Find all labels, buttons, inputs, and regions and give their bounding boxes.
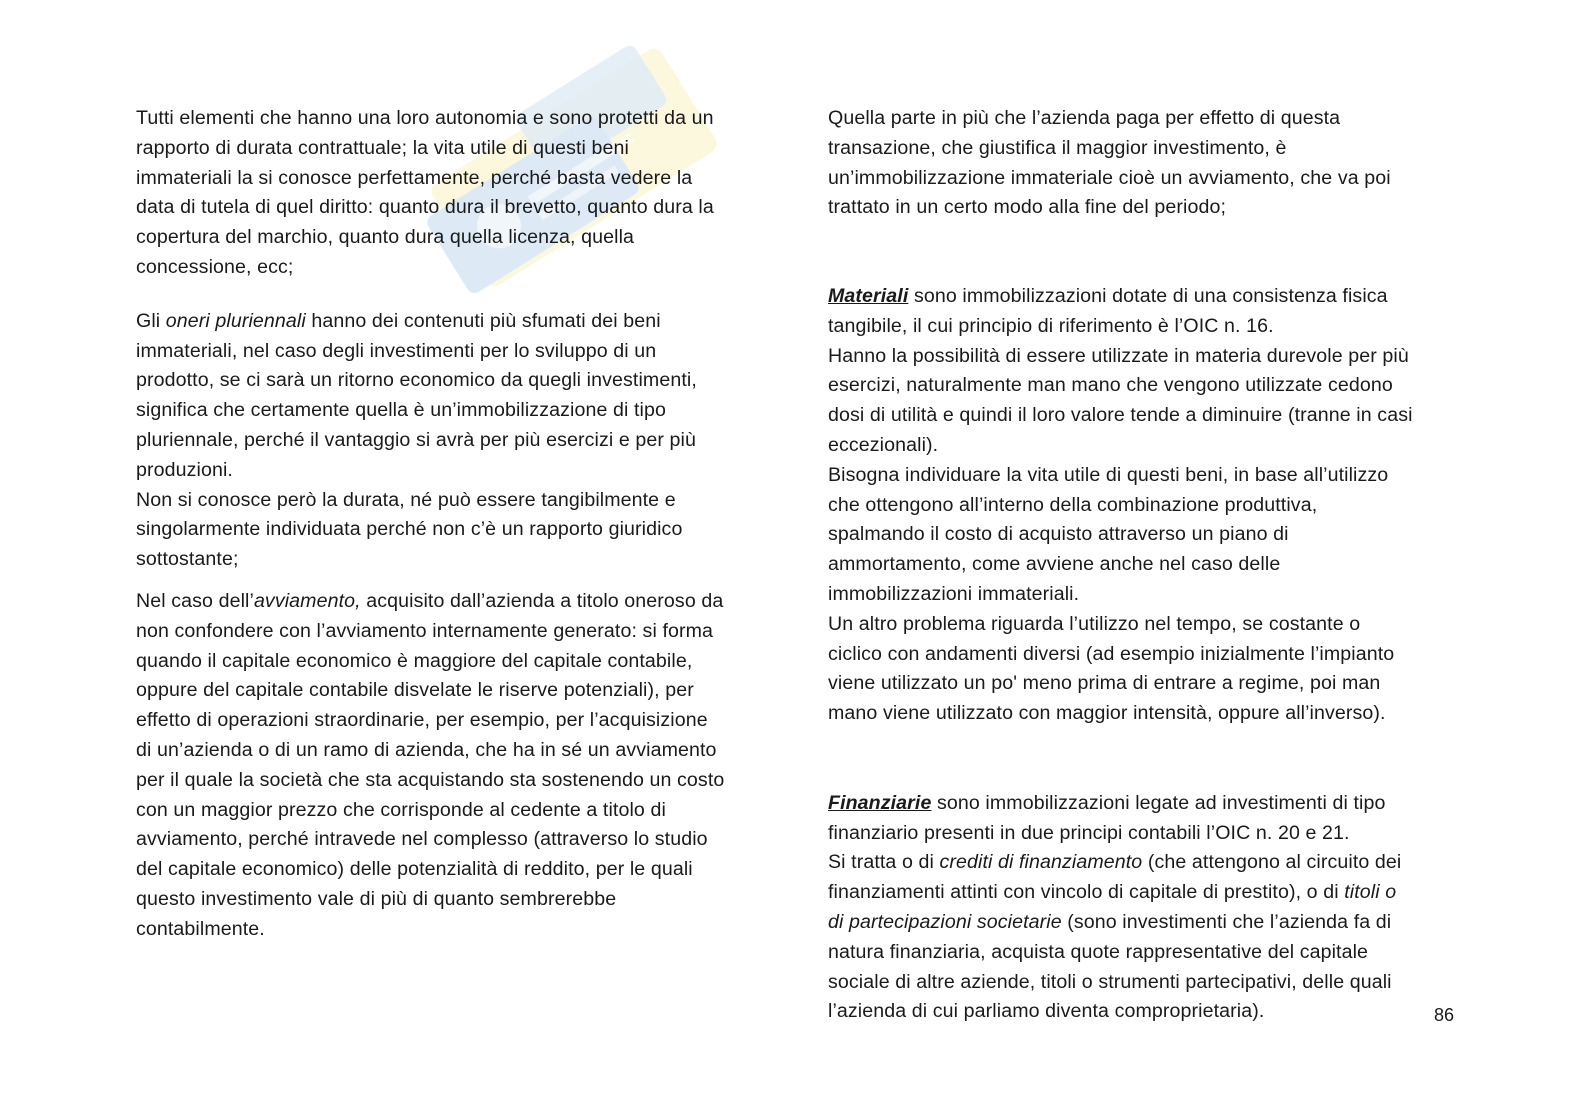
paragraph-finanziarie-text-2: (che attengono al circuito dei finanziamenti attinti con vincolo di capitale di prestito), o di [828, 851, 1402, 904]
paragraph-spacer [136, 283, 776, 307]
right-column [828, 104, 1468, 1027]
paragraph-oneri-text: hanno dei contenuti più sfumati dei beni immateriali, nel caso degli investimenti per lo sviluppo di un prodotto, se ci sarà un ritorno economico da quegli investimenti, significa che certamente quella è un’immobilizzazione di tipo pluriennale, perché il vantaggio si avrà per più esercizi e per più produzioni. [136, 309, 697, 481]
oneri-pluriennali-term: oneri pluriennali [165, 309, 306, 332]
paragraph-avviamento-intro: Nel caso dell’ [136, 589, 254, 612]
page-number: 86 [1433, 1005, 1454, 1025]
paragraph-immateriali-durata: Tutti elementi che hanno una loro autonomia e sono protetti da un rapporto di durata contrattuale; la vita utile di questi beni immateriali la si conosce perfettamente, perché basta vedere la data di tutela di quel diritto: quanto dura il brevetto, quanto dura la copertura del marchio, quanto dura quella licenza, quella concessione, ecc; [136, 107, 714, 278]
paragraph-finanziarie [828, 789, 1468, 1027]
titoli-partecipazioni-term: titoli o di partecipazioni societarie [828, 881, 1397, 933]
paragraph-spacer [136, 575, 776, 587]
paragraph-spacer [828, 252, 1468, 282]
paragraph-durata-sconosciuta: Non si conosce però la durata, né può essere tangibilmente e singolarmente individuata perché non c’è un rapporto giuridico sottostante; [136, 488, 683, 571]
paragraph-finanziarie-text-1: sono immobilizzazioni legate ad investimenti di tipo finanziario presenti in due principi contabili l’OIC n. 20 e 21. Si tratta o di [828, 791, 1386, 874]
paragraph-materiali-text: sono immobilizzazioni dotate di una consistenza fisica tangibile, il cui principio di riferimento è l’OIC n. 16. Hanno la possibilità di essere utilizzate in materia durevole per più esercizi, naturalmente man mano che vengono utilizzate cedono dosi di utilità e quindi il loro valore tende a diminuire (tranne in casi eccezionali). Bisogna individuare la vita utile di questi beni, in base all’utilizzo che ottengono all’interno della combinazione produttiva, spalmando il costo di acquisto attraverso un piano di ammortamento, come avviene anche nel caso delle immobilizzazioni immateriali. Un altro problema riguarda l’utilizzo nel tempo, se costante o ciclico con andamenti diversi (ad esempio inizialmente l’impianto viene utilizzato un po' meno prima di entrare a regime, poi man mano viene utilizzato con maggior intensità, oppure all’inverso). [828, 284, 1413, 725]
paragraph-avviamento-text: acquisito dall’azienda a titolo oneroso da non confondere con l’avviamento internamente generato: si forma quando il capitale economico è maggiore del capitale contabile, oppure del capitale contabile disvelate le riserve potenziali), per effetto di operazioni straordinarie, per esempio, per l’acquisizione di un’azienda o di un ramo di azienda, che ha in sé un avviamento per il quale la società che sta acquistando sta sostenendo un costo con un maggior prezzo che corrisponde al cedente a titolo di avviamento, perché intravede nel complesso (attraverso lo studio del capitale economico) delle potenzialità di reddito, per le quali questo investimento vale di più di quanto sembrerebbe contabilmente. [136, 589, 725, 940]
left-column [136, 104, 776, 945]
paragraph-spacer [828, 759, 1468, 789]
paragraph-finanziarie-text-3: (sono investimenti che l’azienda fa di natura finanziaria, acquista quote rappresentative del capitale sociale di altre aziende, titoli o strumenti partecipativi, delle quali l’azienda di cui parliamo diventa comproprietaria). [828, 910, 1392, 1023]
paragraph-spacer [828, 223, 1468, 252]
paragraph-oneri-pluriennali [136, 307, 776, 486]
crediti-finanziamento-term: crediti di finanziamento [939, 851, 1143, 874]
finanziarie-heading: Finanziarie [828, 791, 932, 814]
avviamento-term: avviamento, [253, 589, 361, 612]
paragraph-avviamento-transazione: Quella parte in più che l’azienda paga per effetto di questa transazione, che giustifica il maggior investimento, è un’immobilizzazione immateriale cioè un avviamento, che va poi trattato in un certo modo alla fine del periodo; [828, 107, 1391, 219]
paragraph-oneri-intro: Gli [136, 309, 166, 332]
materiali-heading: Materiali [828, 284, 909, 307]
paragraph-materiali [828, 282, 1468, 729]
paragraph-avviamento [136, 587, 776, 945]
paragraph-spacer [828, 729, 1468, 759]
